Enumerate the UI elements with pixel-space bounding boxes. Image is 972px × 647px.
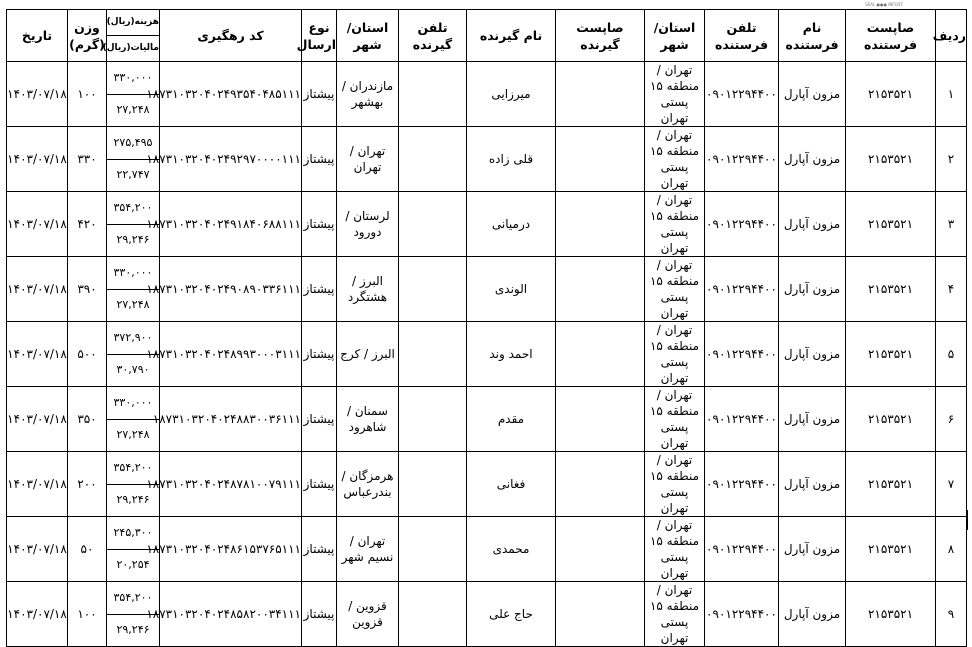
cell-tax: ۳۰,۷۹۰: [107, 354, 160, 387]
cell-receiver-code: [556, 322, 645, 387]
cell-send-type: پیشتاز: [302, 452, 337, 517]
cell-tracking-code: ۱۸۷۳۱۰۳۲۰۴۰۲۴۸۸۳۰۰۳۶۱۱۱: [160, 387, 302, 452]
cell-tax: ۲۹,۲۴۶: [107, 484, 160, 517]
cell-row-no: ۳: [936, 192, 967, 257]
cell-receiver-name: درمیانی: [467, 192, 556, 257]
cell-date: ۱۴۰۳/۰۷/۱۸: [7, 387, 68, 452]
table-body: [7, 62, 967, 647]
cell-receiver-phone: [399, 192, 467, 257]
cell-row-no: ۲: [936, 127, 967, 192]
cell-receiver-phone: [399, 127, 467, 192]
cell-send-type: پیشتاز: [302, 517, 337, 582]
cell-receiver-code: [556, 257, 645, 322]
shipments-table: [6, 9, 967, 647]
cell-cost: ۲۴۵,۳۰۰: [107, 517, 160, 550]
cell-sender-name: مزون آپارل: [779, 582, 846, 647]
table-row: [7, 257, 967, 290]
cell-sender-phone: ۰۹۰۱۲۲۹۴۴۰۰: [705, 582, 779, 647]
cell-weight: ۳۹۰: [68, 257, 107, 322]
cell-sender-phone: ۰۹۰۱۲۲۹۴۴۰۰: [705, 517, 779, 582]
cell-receiver-name: محمدی: [467, 517, 556, 582]
logo: [860, 0, 908, 8]
cell-sender-code: ۲۱۵۳۵۲۱: [846, 452, 936, 517]
cell-receiver-phone: [399, 452, 467, 517]
header-tracking-code: کد رهگیری: [160, 10, 302, 62]
cell-date: ۱۴۰۳/۰۷/۱۸: [7, 62, 68, 127]
cell-tracking-code: ۱۸۷۳۱۰۳۲۰۴۰۲۴۸۹۹۳۰۰۰۳۱۱۱: [160, 322, 302, 387]
cell-weight: ۱۰۰: [68, 62, 107, 127]
cell-sender-name: مزون آپارل: [779, 322, 846, 387]
cell-tracking-code: ۱۸۷۳۱۰۳۲۰۴۰۲۴۹۳۵۴۰۴۸۵۱۱۱: [160, 62, 302, 127]
cell-weight: ۵۰۰: [68, 322, 107, 387]
cell-send-type: پیشتاز: [302, 387, 337, 452]
cell-receiver-phone: [399, 322, 467, 387]
header-destination: استان/ شهر: [337, 10, 399, 62]
cell-sender-code: ۲۱۵۳۵۲۱: [846, 257, 936, 322]
cell-destination: تهران / تهران: [337, 127, 399, 192]
table-row: [7, 322, 967, 355]
cell-receiver-phone: [399, 257, 467, 322]
cell-sender-code: ۲۱۵۳۵۲۱: [846, 322, 936, 387]
cell-tax: ۲۰,۲۵۴: [107, 549, 160, 582]
table-row: [7, 387, 967, 420]
cell-date: ۱۴۰۳/۰۷/۱۸: [7, 192, 68, 257]
cell-sender-phone: ۰۹۰۱۲۲۹۴۴۰۰: [705, 322, 779, 387]
cell-destination: تهران / نسیم شهر: [337, 517, 399, 582]
cell-weight: ۲۰۰: [68, 452, 107, 517]
cell-row-no: ۶: [936, 387, 967, 452]
cell-cost: ۳۳۰,۰۰۰: [107, 257, 160, 290]
header-sender-phone: تلفن فرستنده: [705, 10, 779, 62]
cell-tax: ۲۷,۲۴۸: [107, 419, 160, 452]
cell-receiver-code: [556, 192, 645, 257]
cell-sender-code: ۲۱۵۳۵۲۱: [846, 62, 936, 127]
cell-receiver-name: فغانی: [467, 452, 556, 517]
cell-sender-name: مزون آپارل: [779, 257, 846, 322]
cell-origin: تهران / منطقه ۱۵ پستی تهران: [645, 582, 705, 647]
cell-sender-name: مزون آپارل: [779, 62, 846, 127]
cell-row-no: ۹: [936, 582, 967, 647]
cell-receiver-phone: [399, 62, 467, 127]
cell-row-no: ۸: [936, 517, 967, 582]
cell-tax: ۲۲,۷۴۷: [107, 159, 160, 192]
cell-row-no: ۷: [936, 452, 967, 517]
cell-row-no: ۵: [936, 322, 967, 387]
cell-sender-phone: ۰۹۰۱۲۲۹۴۴۰۰: [705, 257, 779, 322]
cell-origin: تهران / منطقه ۱۵ پستی تهران: [645, 62, 705, 127]
cell-cost: ۲۷۵,۴۹۵: [107, 127, 160, 160]
cell-receiver-phone: [399, 387, 467, 452]
cell-send-type: پیشتاز: [302, 62, 337, 127]
cell-receiver-name: قلی زاده: [467, 127, 556, 192]
cell-tracking-code: ۱۸۷۳۱۰۳۲۰۴۰۲۴۸۷۸۱۰۰۷۹۱۱۱: [160, 452, 302, 517]
table-row: [7, 127, 967, 160]
cell-destination: لرستان / دورود: [337, 192, 399, 257]
cell-origin: تهران / منطقه ۱۵ پستی تهران: [645, 322, 705, 387]
cell-cost: ۳۳۰,۰۰۰: [107, 62, 160, 95]
cell-sender-phone: ۰۹۰۱۲۲۹۴۴۰۰: [705, 127, 779, 192]
cell-cost: ۳۵۴,۲۰۰: [107, 192, 160, 225]
cell-tax: ۲۹,۲۴۶: [107, 224, 160, 257]
cell-send-type: پیشتاز: [302, 127, 337, 192]
header-tax: مالیات(ریال): [107, 36, 160, 62]
cell-row-no: ۴: [936, 257, 967, 322]
cell-sender-phone: ۰۹۰۱۲۲۹۴۴۰۰: [705, 192, 779, 257]
cell-destination: هرمزگان / بندرعباس: [337, 452, 399, 517]
cell-origin: تهران / منطقه ۱۵ پستی تهران: [645, 452, 705, 517]
cell-send-type: پیشتاز: [302, 257, 337, 322]
header-receiver-code: صاپست گیرنده: [556, 10, 645, 62]
cell-send-type: پیشتاز: [302, 322, 337, 387]
header-origin: استان/ شهر: [645, 10, 705, 62]
cell-receiver-name: الوندی: [467, 257, 556, 322]
header-sender-code: صاپست فرستنده: [846, 10, 936, 62]
cell-receiver-code: [556, 582, 645, 647]
cell-date: ۱۴۰۳/۰۷/۱۸: [7, 517, 68, 582]
cell-row-no: ۱: [936, 62, 967, 127]
header-weight: وزن (گرم): [68, 10, 107, 62]
cell-weight: ۵۰: [68, 517, 107, 582]
cell-destination: سمنان / شاهرود: [337, 387, 399, 452]
cell-sender-code: ۲۱۵۳۵۲۱: [846, 582, 936, 647]
table-row: [7, 452, 967, 485]
header-date: تاریخ: [7, 10, 68, 62]
cell-sender-name: مزون آپارل: [779, 517, 846, 582]
logo-text: SEAL ●●● INFOST: [865, 1, 903, 7]
header-row: [7, 10, 967, 36]
cell-date: ۱۴۰۳/۰۷/۱۸: [7, 322, 68, 387]
cell-date: ۱۴۰۳/۰۷/۱۸: [7, 257, 68, 322]
cell-weight: ۳۵۰: [68, 387, 107, 452]
cell-receiver-name: میرزایی: [467, 62, 556, 127]
cell-weight: ۱۰۰: [68, 582, 107, 647]
cell-sender-phone: ۰۹۰۱۲۲۹۴۴۰۰: [705, 62, 779, 127]
cell-destination: مازندران / بهشهر: [337, 62, 399, 127]
cell-receiver-phone: [399, 582, 467, 647]
header-row-no: ردیف: [936, 10, 967, 62]
header-sender-name: نام فرستنده: [779, 10, 846, 62]
header-receiver-phone: تلفن گیرنده: [399, 10, 467, 62]
header-cost: هزینه(ریال): [107, 10, 160, 36]
cell-tracking-code: ۱۸۷۳۱۰۳۲۰۴۰۲۴۹۲۹۷۰۰۰۰۱۱۱: [160, 127, 302, 192]
cell-receiver-code: [556, 127, 645, 192]
cell-receiver-name: حاج علی: [467, 582, 556, 647]
cell-sender-code: ۲۱۵۳۵۲۱: [846, 127, 936, 192]
cell-send-type: پیشتاز: [302, 582, 337, 647]
cell-date: ۱۴۰۳/۰۷/۱۸: [7, 452, 68, 517]
cell-sender-name: مزون آپارل: [779, 452, 846, 517]
cell-receiver-code: [556, 387, 645, 452]
cell-receiver-code: [556, 452, 645, 517]
cell-origin: تهران / منطقه ۱۵ پستی تهران: [645, 127, 705, 192]
cell-destination: قزوین / قزوین: [337, 582, 399, 647]
cell-origin: تهران / منطقه ۱۵ پستی تهران: [645, 257, 705, 322]
cell-send-type: پیشتاز: [302, 192, 337, 257]
cell-weight: ۳۳۰: [68, 127, 107, 192]
cell-sender-name: مزون آپارل: [779, 127, 846, 192]
cell-cost: ۳۵۴,۲۰۰: [107, 452, 160, 485]
cell-date: ۱۴۰۳/۰۷/۱۸: [7, 127, 68, 192]
cell-origin: تهران / منطقه ۱۵ پستی تهران: [645, 192, 705, 257]
cell-tax: ۲۷,۲۴۸: [107, 289, 160, 322]
cell-destination: البرز / کرج: [337, 322, 399, 387]
table-row: [7, 192, 967, 225]
cell-origin: تهران / منطقه ۱۵ پستی تهران: [645, 517, 705, 582]
cell-sender-phone: ۰۹۰۱۲۲۹۴۴۰۰: [705, 387, 779, 452]
cell-tax: ۲۷,۲۴۸: [107, 94, 160, 127]
header-receiver-name: نام گیرنده: [467, 10, 556, 62]
table-row: [7, 62, 967, 95]
cell-cost: ۳۳۰,۰۰۰: [107, 387, 160, 420]
cell-receiver-name: مقدم: [467, 387, 556, 452]
cell-sender-code: ۲۱۵۳۵۲۱: [846, 517, 936, 582]
cell-date: ۱۴۰۳/۰۷/۱۸: [7, 582, 68, 647]
cell-sender-code: ۲۱۵۳۵۲۱: [846, 192, 936, 257]
cell-sender-name: مزون آپارل: [779, 192, 846, 257]
cell-origin: تهران / منطقه ۱۵ پستی تهران: [645, 387, 705, 452]
table-footer: [6, 510, 968, 530]
cell-tracking-code: ۱۸۷۳۱۰۳۲۰۴۰۲۴۸۵۸۲۰۰۳۴۱۱۱: [160, 582, 302, 647]
header-send-type: نوع ارسال: [302, 10, 337, 62]
cell-receiver-code: [556, 62, 645, 127]
cell-tracking-code: ۱۸۷۳۱۰۳۲۰۴۰۲۴۸۶۱۵۳۷۶۵۱۱۱: [160, 517, 302, 582]
cell-tracking-code: ۱۸۷۳۱۰۳۲۰۴۰۲۴۹۱۸۴۰۶۸۸۱۱۱: [160, 192, 302, 257]
cell-cost: ۳۷۲,۹۰۰: [107, 322, 160, 355]
cell-sender-code: ۲۱۵۳۵۲۱: [846, 387, 936, 452]
cell-cost: ۳۵۴,۲۰۰: [107, 582, 160, 615]
table-row: [7, 582, 967, 615]
cell-sender-name: مزون آپارل: [779, 387, 846, 452]
cell-receiver-name: احمد وند: [467, 322, 556, 387]
cell-weight: ۴۲۰: [68, 192, 107, 257]
cell-sender-phone: ۰۹۰۱۲۲۹۴۴۰۰: [705, 452, 779, 517]
cell-destination: البرز / هشتگرد: [337, 257, 399, 322]
cell-tax: ۲۹,۲۴۶: [107, 614, 160, 647]
cell-tracking-code: ۱۸۷۳۱۰۳۲۰۴۰۲۴۹۰۸۹۰۳۳۶۱۱۱: [160, 257, 302, 322]
